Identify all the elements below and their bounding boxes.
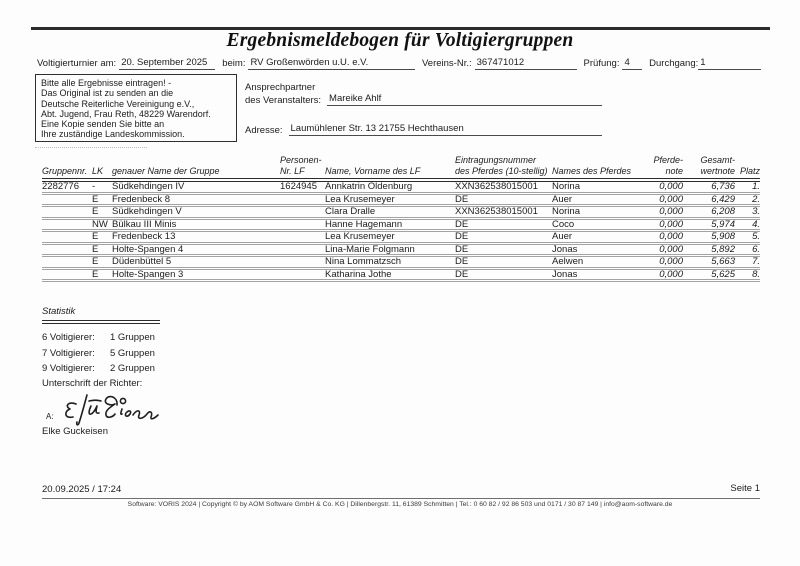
table-row <box>42 195 760 208</box>
col-header-pferd: Names des Pferdes <box>552 165 632 176</box>
results-table <box>42 150 760 282</box>
notice-line: Deutsche Reiterliche Vereinigung e.V., <box>41 98 195 109</box>
table-row <box>42 245 760 258</box>
cell-pferd: Coco <box>552 218 575 230</box>
cell-gruppe: Südkehdingen IV <box>112 181 185 193</box>
statistics-row <box>42 363 342 379</box>
cell-eintragungsnummer: XXN362538015001 <box>455 206 538 218</box>
signature-prefix: A: <box>46 411 54 421</box>
cell-pferdenote: 0,000 <box>659 256 683 268</box>
table-row <box>42 232 760 245</box>
cell-lf: Hanne Hagemann <box>325 218 403 230</box>
cell-lf: Clara Dralle <box>325 206 376 218</box>
tournament-meta-row <box>37 57 761 70</box>
statistics-row-value: 5 Gruppen <box>110 347 155 359</box>
cell-gruppe: Holte-Spangen 4 <box>112 243 184 255</box>
cell-gesamtwertnote: 5,974 <box>711 218 735 230</box>
tournament-date-label: Voltigierturnier am: <box>37 58 117 69</box>
table-row <box>42 270 760 283</box>
footer-rule <box>42 498 760 499</box>
cell-gruppennr: 2282776 <box>42 181 79 193</box>
notice-line: Abt. Jugend, Frau Reth, 48229 Warendorf. <box>41 108 211 119</box>
cell-gesamtwertnote: 5,892 <box>711 243 735 255</box>
col-header-pferdenote: Pferde- note <box>653 155 683 176</box>
cell-platz: 6. <box>752 243 760 255</box>
address-value: Laumühlener Str. 13 21755 Hechthausen <box>289 123 603 136</box>
scan-artifact-line <box>35 147 147 148</box>
contact-label-line1: Ansprechpartner <box>245 82 316 93</box>
test-label: Prüfung: <box>583 58 620 69</box>
cell-gesamtwertnote: 6,429 <box>711 193 735 205</box>
cell-platz: 7. <box>752 256 760 268</box>
cell-pferd: Jonas <box>552 243 578 255</box>
statistics-row-label: 9 Voltigierer: <box>42 363 95 374</box>
cell-pferdenote: 0,000 <box>659 181 683 193</box>
contact-label-line2: des Veranstalters: <box>245 95 322 106</box>
cell-lk: E <box>92 268 99 280</box>
round-label: Durchgang: <box>649 58 699 69</box>
results-table-header <box>42 150 760 182</box>
table-row <box>42 182 760 195</box>
cell-lk: E <box>92 231 99 243</box>
cell-gesamtwertnote: 6,736 <box>711 181 735 193</box>
cell-pferdenote: 0,000 <box>659 218 683 230</box>
table-row <box>42 220 760 233</box>
address-label: Adresse: <box>245 125 283 136</box>
cell-eintragungsnummer: DE <box>455 231 469 243</box>
cell-eintragungsnummer: DE <box>455 268 469 280</box>
statistics-rows <box>42 332 342 379</box>
notice-line: Ihre zuständige Landeskommission. <box>41 129 185 140</box>
statistics-row <box>42 348 342 364</box>
cell-eintragungsnummer: XXN362538015001 <box>455 181 538 193</box>
cell-eintragungsnummer: DE <box>455 218 469 230</box>
cell-pferd: Auer <box>552 231 573 243</box>
cell-eintragungsnummer: DE <box>455 243 469 255</box>
cell-lf: Lina-Marie Folgmann <box>325 243 415 255</box>
cell-platz: 2. <box>752 193 760 205</box>
host-value: RV Großenwörden u.U. e.V. <box>248 57 415 70</box>
col-header-gesamtwertnote: Gesamt- wertnote <box>700 155 735 176</box>
statistics-title: Statistik <box>42 306 76 317</box>
statistics-section <box>42 306 342 379</box>
cell-lf: Nina Lommatzsch <box>325 256 402 268</box>
col-header-gruppennr: Gruppennr. <box>42 165 88 176</box>
cell-pferd: Jonas <box>552 268 578 280</box>
cell-gruppe: Südkehdingen V <box>112 206 182 218</box>
cell-lf: Lea Krusemeyer <box>325 193 395 205</box>
cell-platz: 3. <box>752 206 760 218</box>
test-value: 4 <box>622 57 642 70</box>
cell-pferdenote: 0,000 <box>659 231 683 243</box>
cell-lf: Lea Krusemeyer <box>325 231 395 243</box>
statistics-row-label: 7 Voltigierer: <box>42 347 95 359</box>
notice-line: Bitte alle Ergebnisse eintragen! - <box>41 78 172 88</box>
cell-gesamtwertnote: 6,208 <box>711 206 735 218</box>
cell-gruppe: Düdenbüttel 5 <box>112 256 172 268</box>
notice-box <box>35 74 237 142</box>
club-number-label: Vereins-Nr.: <box>422 58 472 69</box>
cell-personennr: 1624945 <box>280 181 317 193</box>
cell-gesamtwertnote: 5,908 <box>711 231 735 243</box>
organizer-contact <box>245 82 602 136</box>
cell-pferd: Norina <box>552 206 580 218</box>
notice-line: Das Original ist zu senden an die <box>41 88 174 99</box>
cell-lk: E <box>92 256 99 268</box>
club-number-value: 367471012 <box>475 57 577 70</box>
cell-gruppe: Fredenbeck 8 <box>112 193 171 205</box>
cell-gruppe: Bülkau III Minis <box>112 218 177 230</box>
host-label: beim: <box>222 58 246 69</box>
col-header-gruppe: genauer Name der Gruppe <box>112 165 220 176</box>
cell-lk: E <box>92 243 99 255</box>
cell-eintragungsnummer: DE <box>455 193 469 205</box>
col-header-lf: Name, Vorname des LF <box>325 165 421 176</box>
cell-platz: 4. <box>752 218 760 230</box>
cell-platz: 8. <box>752 268 760 280</box>
statistics-row-label: 6 Voltigierer: <box>42 332 95 343</box>
statistics-row <box>42 332 342 348</box>
cell-lf: Katharina Jothe <box>325 268 392 280</box>
cell-gesamtwertnote: 5,625 <box>711 268 735 280</box>
table-row <box>42 257 760 270</box>
cell-lk: NW <box>92 218 108 230</box>
footer-datetime: 20.09.2025 / 17:24 <box>42 484 122 495</box>
round-value: 1 <box>698 57 761 70</box>
cell-lk: E <box>92 206 99 218</box>
cell-pferdenote: 0,000 <box>659 206 683 218</box>
statistics-row-value: 1 Gruppen <box>110 332 155 343</box>
cell-pferdenote: 0,000 <box>659 193 683 205</box>
cell-eintragungsnummer: DE <box>455 256 469 268</box>
judge-signature-label: Unterschrift der Richter: <box>42 378 143 389</box>
cell-gruppe: Fredenbeck 13 <box>112 231 176 243</box>
col-header-eintragungsnummer: Eintragungsnummer des Pferdes (10-stellig) <box>455 155 548 176</box>
footer-software-credit: Software: VORIS 2024 | Copyright © by AOM Software GmbH & Co. KG | Dillenbergstr. 11, 61389 Schmitten | Tel.: 0 60 82 / 92 86 503 und 0171 / 30 87 149 | info@aom-software.de <box>127 501 673 508</box>
cell-pferd: Auer <box>552 193 573 205</box>
tournament-date-value: 20. September 2025 <box>119 57 215 70</box>
cell-pferd: Norina <box>552 181 580 193</box>
cell-platz: 1. <box>752 181 760 193</box>
col-header-platz: Platz <box>739 165 760 176</box>
statistics-row-value: 2 Gruppen <box>110 363 155 374</box>
statistics-rule <box>42 320 160 324</box>
cell-platz: 5. <box>752 231 760 243</box>
footer-page-number: Seite 1 <box>730 483 760 494</box>
cell-lk: - <box>92 181 96 193</box>
cell-pferdenote: 0,000 <box>659 268 683 280</box>
table-row <box>42 207 760 220</box>
page-title: Ergebnismeldebogen für Voltigiergruppen <box>226 30 574 51</box>
cell-lk: E <box>92 193 99 205</box>
cell-gesamtwertnote: 5,663 <box>711 256 735 268</box>
notice-line: Eine Kopie senden Sie bitte an <box>41 119 165 130</box>
cell-pferd: Aelwen <box>552 256 584 268</box>
contact-name-value: Mareike Ahlf <box>327 93 602 106</box>
judge-name: Elke Guckeisen <box>42 426 109 437</box>
col-header-lk: LK <box>92 165 104 176</box>
cell-lf: Annkatrin Oldenburg <box>325 181 413 193</box>
cell-pferdenote: 0,000 <box>659 243 683 255</box>
col-header-personennr: Personen- Nr. LF <box>280 155 322 176</box>
cell-gruppe: Holte-Spangen 3 <box>112 268 184 280</box>
